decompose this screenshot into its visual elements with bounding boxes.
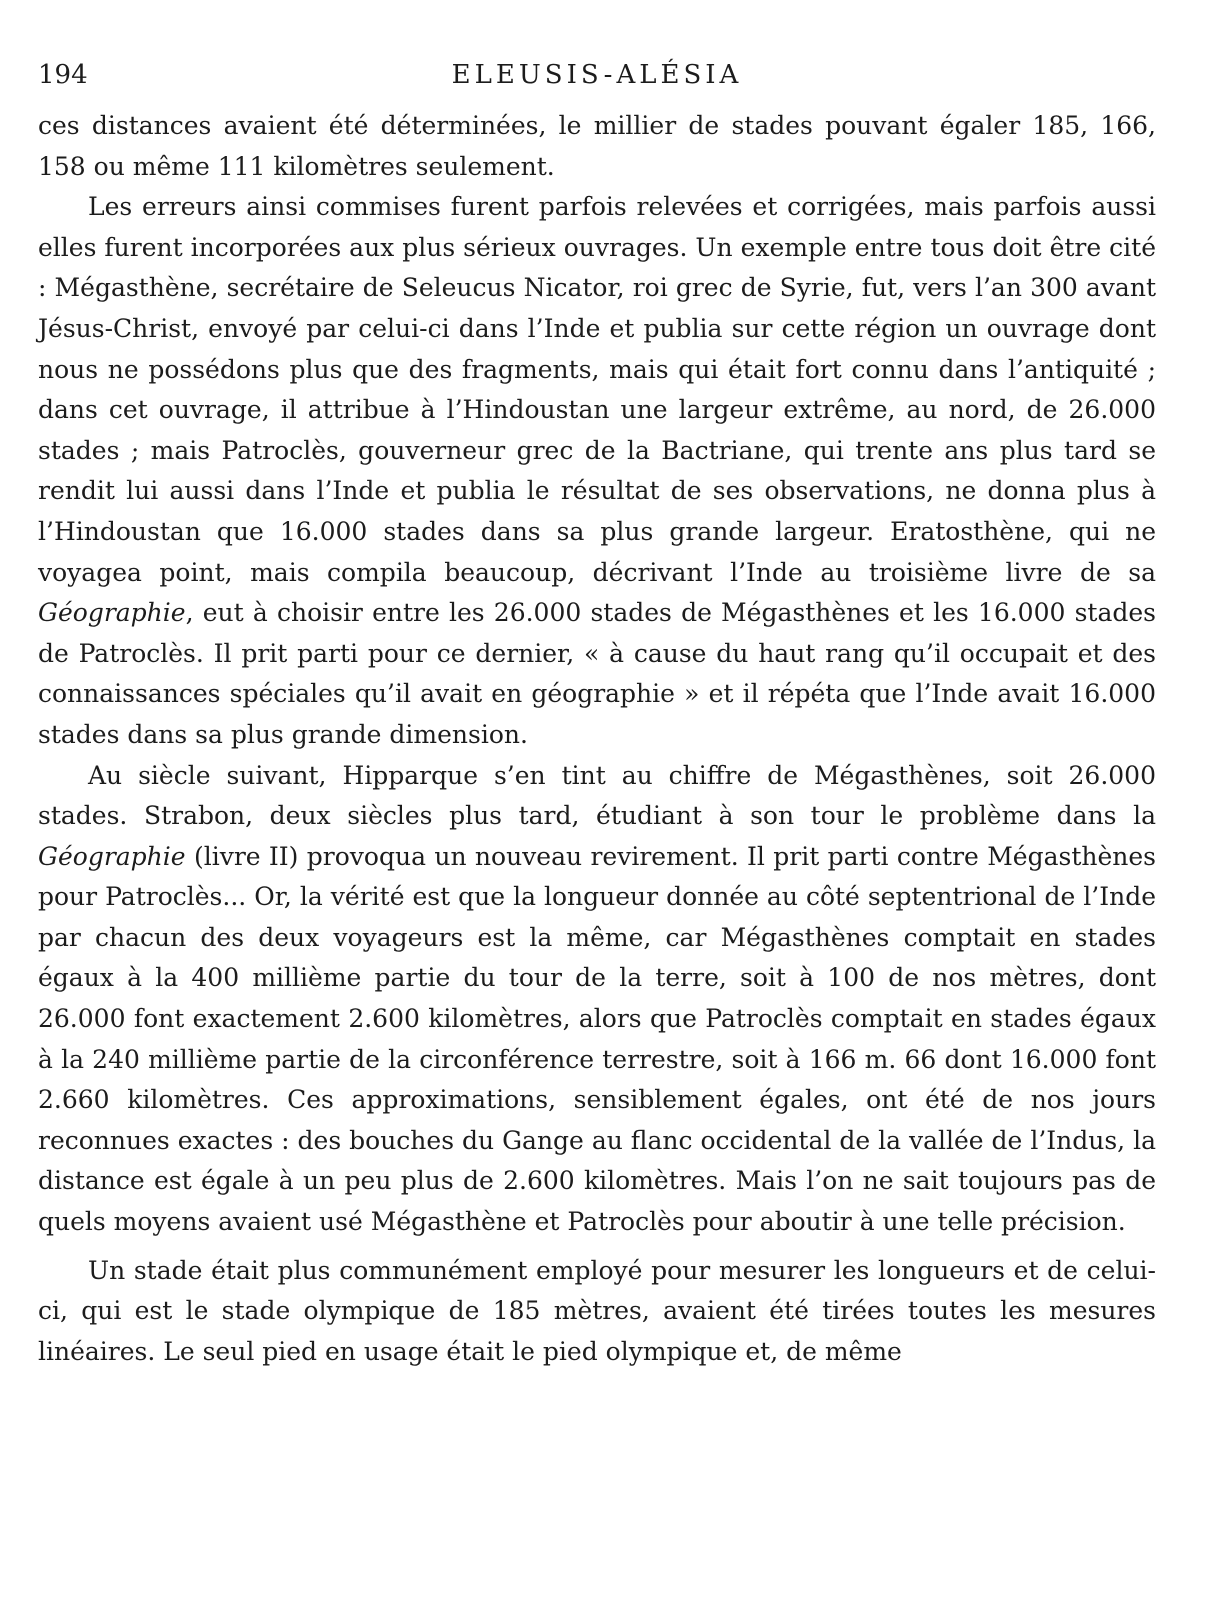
paragraph-text: , eut à choisir entre les 26.000 stades de Mégasthènes et les 16.000 stades de Patroclès. Il prit parti pour ce dernier, « à cause du haut rang qu’il occupait et des connaissances spéciales qu’il avait en géographie » et il répéta que l’Inde avait 16.000 stades dans sa plus grande dimension.: [38, 598, 1156, 749]
page-number: 194: [38, 60, 88, 90]
paragraph-text: Les erreurs ainsi commises furent parfois relevées et corrigées, mais parfois aussi elles furent incorporées aux plus sérieux ouvrages. Un exemple entre tous doit être cité : Mégasthène, secrétaire de Seleucus Nicator, roi grec de Syrie, fut, vers l’an 300 avant Jésus-Christ, envoyé par celui-ci dans l’Inde et publia sur cette région un ouvrage dont nous ne possédons plus que des fragments, mais qui était fort connu dans l’antiquité ; dans cet ouvrage, il attribue à l’Hindoustan une largeur extrême, au nord, de 26.000 stades ; mais Patroclès, gouverneur grec de la Bactriane, qui trente ans plus tard se rendit lui aussi dans l’Inde et publia le résultat de ses observations, ne donna plus à l’Hindoustan que 16.000 stades dans sa plus grande largeur. Eratosthène, qui ne voyagea point, mais compila beaucoup, décrivant l’Inde au troisième livre de sa: [38, 192, 1156, 587]
body-text: [38, 106, 1156, 1372]
paragraph-text: Au siècle suivant, Hipparque s’en tint au chiffre de Mégasthènes, soit 26.000 stades. Strabon, deux siècles plus tard, étudiant à son tour le problème dans la: [38, 760, 1156, 831]
paragraph-megasthene: [38, 187, 1156, 755]
book-page: [38, 50, 1156, 1372]
paragraph-hipparque: [38, 756, 1156, 1243]
paragraph-text: ces distances avaient été déterminées, le millier de stades pouvant égaler 185, 166, 158 ou même 111 kilomètres seulement.: [38, 111, 1156, 181]
paragraph-text: Un stade était plus communément employé pour mesurer les longueurs et de celui-ci, qui est le stade olympique de 185 mètres, avaient été tirées toutes les mesures linéaires. Le seul pied en usage était le pied olympique et, de même: [38, 1255, 1156, 1366]
paragraph-text: (livre II) provoqua un nouveau revirement. Il prit parti contre Mégasthènes pour Patroclès... Or, la vérité est que la longueur donnée au côté septentrional de l’Inde par chacun des deux voyageurs est la même, car Mégasthènes comptait en stades égaux à la 400 millième partie du tour de la terre, soit à 100 de nos mètres, dont 26.000 font exactement 2.600 kilomètres, alors que Patroclès comptait en stades égaux à la 240 millième partie de la circonférence terrestre, soit à 166 m. 66 dont 16.000 font 2.660 kilomètres. Ces approximations, sensiblement égales, ont été de nos jours reconnues exactes : des bouches du Gange au flanc occidental de la vallée de l’Indus, la distance est égale à un peu plus de 2.600 kilomètres. Mais l’on ne sait toujours pas de quels moyens avaient usé Mégasthène et Patroclès pour aboutir à une telle précision.: [38, 841, 1157, 1237]
running-title: ELEUSIS-ALÉSIA: [451, 60, 743, 90]
running-head: [38, 50, 1156, 100]
paragraph-continuation: [38, 106, 1156, 187]
paragraph-stade: [38, 1251, 1156, 1373]
book-title-geographie: Géographie: [38, 841, 186, 871]
book-title-geographie: Géographie: [38, 598, 186, 628]
